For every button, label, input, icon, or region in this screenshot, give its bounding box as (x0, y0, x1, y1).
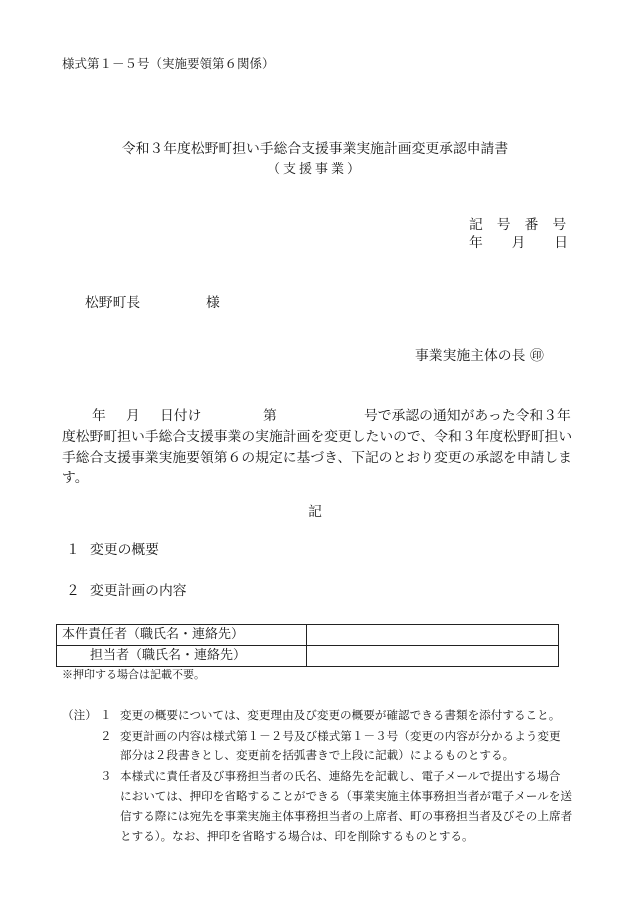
staff-contact-label: 担当者（職氏名・連絡先） (57, 646, 307, 666)
body-month-label: 月 (126, 408, 140, 424)
seal-mark: ㊞ (530, 348, 544, 364)
addressee-name: 松野町長 (85, 295, 141, 311)
date-line (469, 237, 568, 251)
document-title: 令和３年度松野町担い手総合支援事業実施計画変更承認申請書 (121, 141, 509, 157)
note-line: 信する際には宛先を事業実施主体事務担当者の上席者、町の事務担当者及びその上席者 (120, 809, 573, 823)
staff-contact-value-cell (307, 646, 558, 666)
table-row (57, 645, 558, 666)
body-number-prefix: 第 (263, 408, 277, 424)
table-row (57, 625, 558, 645)
date-day-label: 日 (554, 235, 568, 251)
addressee-honorific: 様 (206, 295, 220, 311)
body-line-2: 度松野町担い手総合支援事業の実施計画を変更したいので、令和３年度松野町担い (62, 429, 573, 445)
form-number: 様式第１－５号（実施要領第６関係） (62, 56, 275, 71)
note-number: ２ (100, 729, 112, 743)
body-line-3: 手総合支援事業実施要領第６の規定に基づき、下記のとおり変更の承認を申請しま (62, 450, 572, 466)
applicant-label: 事業実施主体の長 (415, 348, 526, 364)
note-line: 部分は２段書きとし、変更前を括弧書きで上段に記載）によるものとする。 (120, 748, 515, 762)
note-line: とする）。なお、押印を省略する場合は、印を削除するものとする。 (120, 829, 474, 843)
body-year-label: 年 (92, 408, 106, 424)
body-day-label: 日付け (160, 408, 202, 424)
ki-heading: 記 (308, 504, 322, 520)
notes-heading: （注） (62, 708, 97, 722)
date-year-label: 年 (469, 235, 483, 251)
body-line-4: す。 (62, 470, 89, 486)
note-line: 変更計画の内容は様式第１－２号及び様式第１－３号（変更の内容が分かるよう変更 (120, 729, 561, 743)
item-label: 変更計画の内容 (90, 583, 187, 599)
note-line: 変更の概要については、変更理由及び変更の概要が確認できる書類を添付すること。 (120, 708, 561, 722)
note-line: においては、押印を省略することができる（事業実施主体事務担当者が電子メールを送 (120, 789, 572, 803)
seal-note: ※押印する場合は記載不要。 (62, 668, 205, 681)
responsible-person-value-cell (307, 625, 558, 645)
record-number-label: 記号番号 (469, 217, 581, 233)
contact-table (56, 624, 559, 667)
body-line-1-rest: 号で承認の通知があった令和３年 (364, 408, 571, 424)
item-number: １ (66, 542, 80, 558)
document-subtitle: （支援事業） (266, 162, 363, 177)
item-label: 変更の概要 (90, 542, 159, 558)
responsible-person-label: 本件責任者（職氏名・連絡先） (57, 625, 307, 645)
note-number: ３ (100, 769, 112, 783)
item-number: ２ (66, 583, 80, 599)
note-number: １ (100, 708, 112, 722)
note-line: 本様式に責任者及び事務担当者の氏名、連絡先を記載し、電子メールで提出する場合 (120, 769, 561, 783)
date-month-label: 月 (511, 235, 526, 251)
